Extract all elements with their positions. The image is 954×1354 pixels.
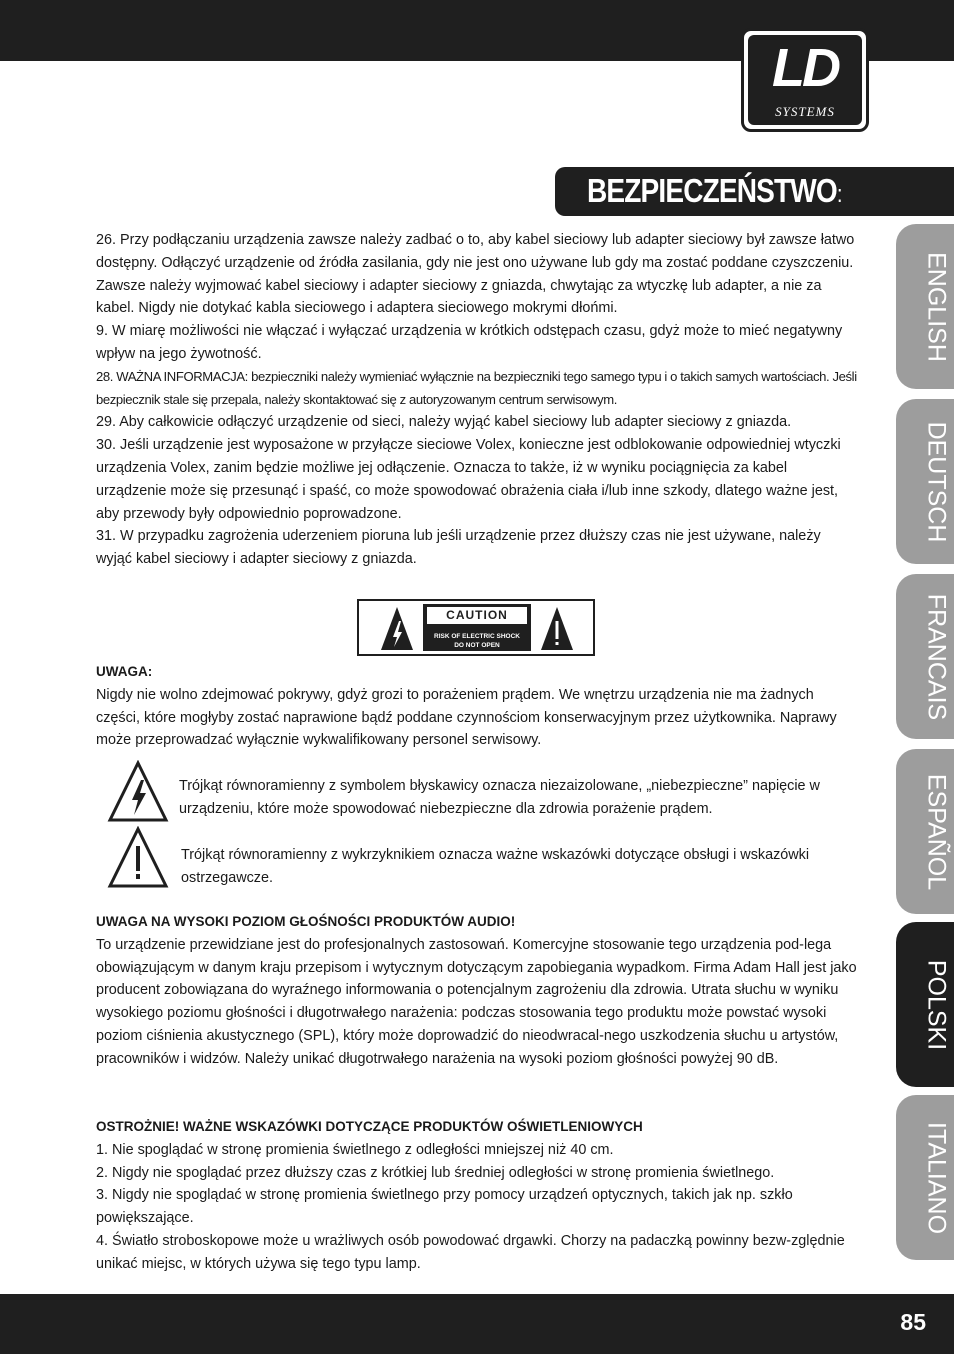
lighting-item-2: 2. Nigdy nie spoglądać przez dłuższy czas z krótkiej lub średniej odległości w stronę promienia świetlnego. — [96, 1164, 775, 1181]
exclamation-warning-icon — [107, 826, 169, 889]
tab-english[interactable] — [896, 224, 954, 389]
section-title: BEZPIECZEŃSTWO: — [587, 172, 842, 209]
tab-polski[interactable] — [896, 922, 954, 1087]
exclamation-description: Trójkąt równoramienny z wykrzyknikiem oznacza ważne wskazówki dotyczące obsługi i wskazówki ostrzegawcze. — [181, 847, 810, 886]
tab-espanol[interactable] — [896, 749, 954, 914]
section-title-banner — [555, 167, 954, 216]
ld-systems-logo — [741, 28, 869, 132]
caution-title: CAUTION — [427, 607, 527, 624]
exclamation-triangle-icon — [539, 605, 575, 652]
uwaga-text: Nigdy nie wolno zdejmować pokrywy, gdyż grozi to porażeniem prądem. We wnętrzu urządzenia nie ma żadnych części, które mogłyby zostać naprawione bądź poddane czynnościom konserwacyjnym przez użytkownika. Naprawy może przeprowadzać wyłącznie wykwalifikowany personel serwisowy. — [96, 686, 837, 749]
logo-background — [748, 35, 862, 125]
caution-label — [357, 599, 595, 656]
tab-italiano[interactable] — [896, 1095, 954, 1260]
audio-text: To urządzenie przewidziane jest do profesjonalnych zastosowań. Komercyjne stosowanie tego urządzenia pod-lega obowiązującym w danym kraju przepisom i wytycznym dotyczącym zapobiegania wypadkom. Firma Adam Hall jest jako producent zobowiązana do wyraźnego informowania o potencjalnym zagrożeniu dla zdrowia. Utrata słuchu w wyniku wysokiego poziomu głośności i długotrwałego narażenia: podczas stosowania tego produktu może powstać wysoki poziom ciśnienia akustycznego (SPL), który może doprowadzić do nieodwracal-nego uszkodzenia słuchu u artystów, pracowników i widzów. Należy unikać długotrwałego narażenia na wysoki poziom głośności powyżej 90 dB. — [96, 936, 857, 1067]
lighting-item-4: 4. Światło stroboskopowe może u wrażliwych osób powodować drgawki. Chorzy na padaczką powinny bezw-zględnie unikać miejsc, w których używa się tego typu lamp. — [96, 1232, 845, 1272]
lighting-section — [96, 1116, 858, 1276]
lightning-triangle-icon — [379, 605, 415, 652]
logo-brand: LD — [772, 38, 838, 98]
tab-label: FRANCAIS — [922, 593, 951, 720]
audio-heading: UWAGA NA WYSOKI POZIOM GŁOŚNOŚCI PRODUKTÓW AUDIO! — [96, 914, 516, 929]
audio-section — [96, 911, 858, 1071]
logo-subtitle: SYSTEMS — [775, 104, 835, 119]
page-number: 85 — [900, 1309, 926, 1335]
item-30: 30. Jeśli urządzenie jest wyposażone w przyłącze sieciowe Volex, konieczne jest odblokowanie odpowiedniej wtyczki urządzenia Volex, zanim będzie możliwe jej odłączenie. Oznacza to także, iż w wyniku pociągnięcia za kabel urządzenie może się przesunąć i spaść, co może spowodować obrażenia ciała i/lub inne szkody, dlatego ważne jest, aby przewody były odpowiednio poprowadzone. — [96, 437, 841, 522]
lighting-heading: OSTROŻNIE! WAŻNE WSKAZÓWKI DOTYCZĄCE PRODUKTÓW OŚWIETLENIOWYCH — [96, 1119, 643, 1134]
uwaga-section — [96, 661, 858, 752]
item-9: 9. W miarę możliwości nie włączać i wyłączać urządzenia w krótkich odstępach czasu, gdyż może to mieć negatywny wpływ na jego żywotność. — [96, 323, 843, 362]
caution-center — [423, 604, 531, 651]
item-31: 31. W przypadku zagrożenia uderzeniem pioruna lub jeśli urządzenie przez dłuższy czas nie jest używane, należy wyjąć kabel sieciowy i adapter sieciowy z gniazda. — [96, 528, 821, 568]
tab-deutsch[interactable] — [896, 399, 954, 564]
tab-label: DEUTSCH — [922, 421, 951, 542]
safety-list — [96, 229, 858, 571]
lighting-item-3: 3. Nigdy nie spoglądać w stronę promienia świetlnego przy pomocy urządzeń optycznych, takich jak np. szkło powiększające. — [96, 1187, 793, 1227]
caution-risk — [423, 632, 531, 650]
tab-francais[interactable] — [896, 574, 954, 739]
item-26: 26. Przy podłączaniu urządzenia zawsze należy zadbać o to, aby kabel sieciowy lub adapter sieciowy był zawsze łatwo dostępny. Odłączyć urządzenie od źródła zasilania, gdy nie jest ono używane lub gdy ma zostać poddane czyszczeniu. Zawsze należy wyjmować kabel sieciowy i adapter sieciowy z gniazda, chwytając za wtyczkę lub adapter, a nie za kabel. Nigdy nie dotykać kabla sieciowego i adaptera sieciowego mokrymi dłońmi. — [96, 232, 855, 317]
caution-risk-line1: RISK OF ELECTRIC SHOCK — [434, 633, 520, 640]
tab-label: ESPAÑOL — [922, 773, 951, 890]
tab-label: POLSKI — [922, 959, 951, 1050]
caution-risk-line2: DO NOT OPEN — [454, 642, 500, 649]
item-28: 28. WAŻNA INFORMACJA: bezpieczniki należy wymieniać wyłącznie na bezpieczniki tego samego typu i o takich samych wartościach. Jeśli bezpiecznik stale się przepala, należy skontaktować się z autoryzowanym centrum serwisowym. — [96, 368, 857, 407]
item-29: 29. Aby całkowicie odłączyć urządzenie od sieci, należy wyjąć kabel sieciowy lub adapter sieciowy z gniazda. — [96, 414, 792, 431]
lightning-warning-icon — [107, 760, 169, 823]
tab-label: ENGLISH — [922, 251, 951, 362]
lightning-description: Trójkąt równoramienny z symbolem błyskawicy oznacza niezaizolowane, „niebezpieczne” napięcie w urządzeniu, które może spowodować niebezpieczne dla zdrowia porażenie prądem. — [179, 778, 820, 817]
lighting-item-1: 1. Nie spoglądać w stronę promienia świetlnego z odległości mniejszej niż 40 cm. — [96, 1141, 614, 1158]
footer-bar — [0, 1294, 954, 1354]
uwaga-heading: UWAGA: — [96, 664, 153, 679]
tab-label: ITALIANO — [922, 1121, 951, 1234]
